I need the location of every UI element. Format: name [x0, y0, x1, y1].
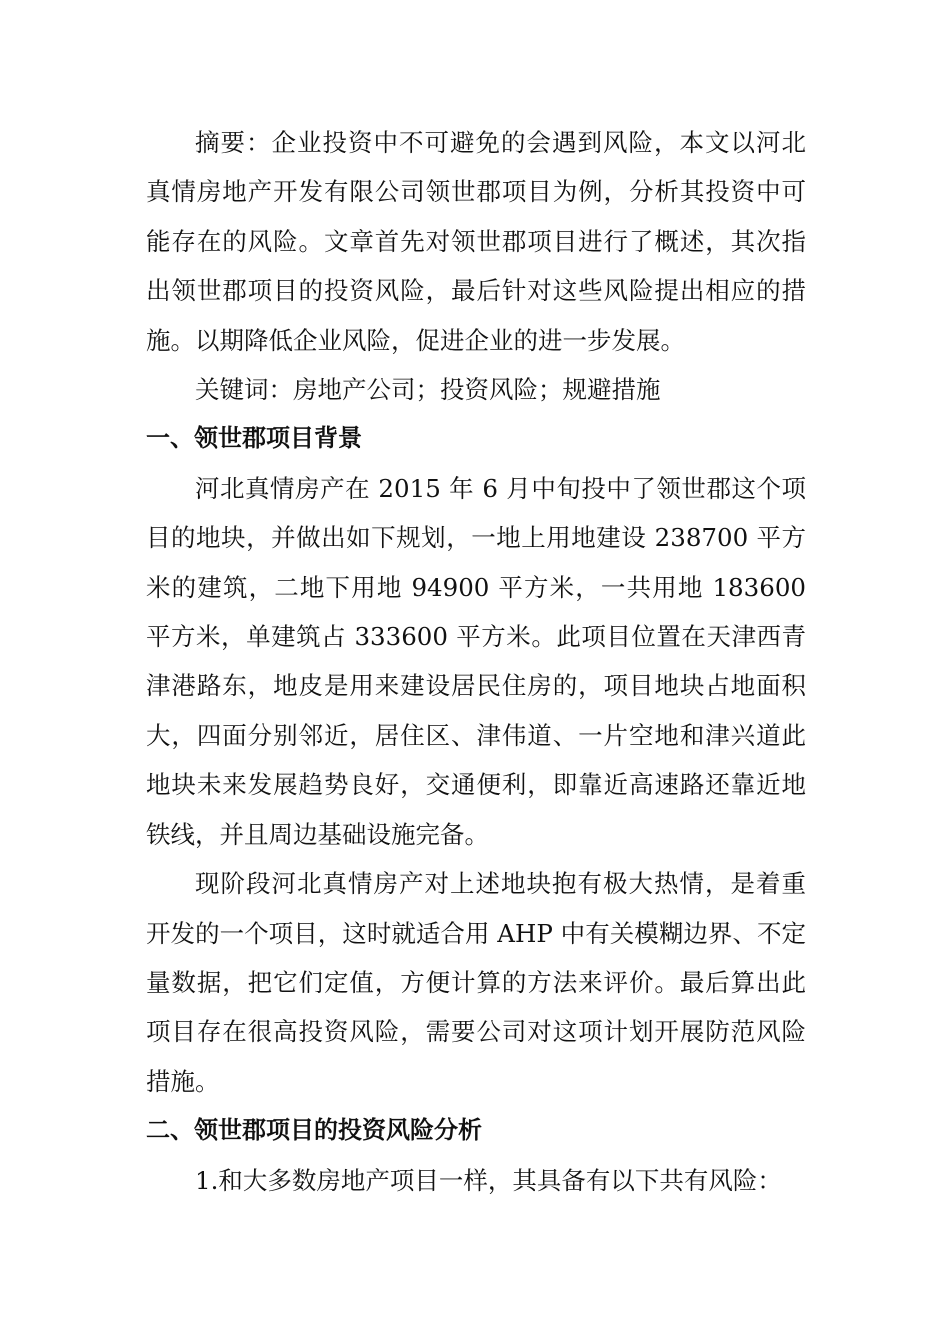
abstract-paragraph: 摘要：企业投资中不可避免的会遇到风险，本文以河北真情房地产开发有限公司领世郡项目为例，分析其投资中可能存在的风险。文章首先对领世郡项目进行了概述，其次指出领世郡项目的投资风险，最后针对这些风险提出相应的措施。以期降低企业风险，促进企业的进一步发展。 — [146, 128, 806, 355]
document-body — [146, 118, 806, 1205]
section-heading-background: 一、领世郡项目背景 — [146, 424, 362, 453]
background-paragraph-2: 现阶段河北真情房产对上述地块抱有极大热情，是着重开发的一个项目，这时就适合用 AHP 中有关模糊边界、不定量数据，把它们定值，方便计算的方法来评价。最后算出此项目存在很高投资风险，需要公司对这项计划开展防范风险措施。 — [146, 869, 806, 1096]
background-paragraph-1: 河北真情房产在 2015 年 6 月中旬投中了领世郡这个项目的地块，并做出如下规划，一地上用地建设 238700 平方米的建筑，二地下用地 94900 平方米，一共用地 183600 平方米，单建筑占 333600 平方米。此项目位置在天津西青津港路东，地皮是用来建设居民住房的，项目地块占地面积大，四面分别邻近，居住区、津伟道、一片空地和津兴道此地块未来发展趋势良好，交通便利，即靠近高速路还靠近地铁线，并且周边基础设施完备。 — [146, 473, 806, 849]
risk-analysis-paragraph-1: 1.和大多数房地产项目一样，其具备有以下共有风险： — [195, 1165, 782, 1195]
keywords-line: 关键词：房地产公司；投资风险；规避措施 — [195, 375, 661, 405]
section-heading-risk-analysis: 二、领世郡项目的投资风险分析 — [146, 1116, 482, 1145]
